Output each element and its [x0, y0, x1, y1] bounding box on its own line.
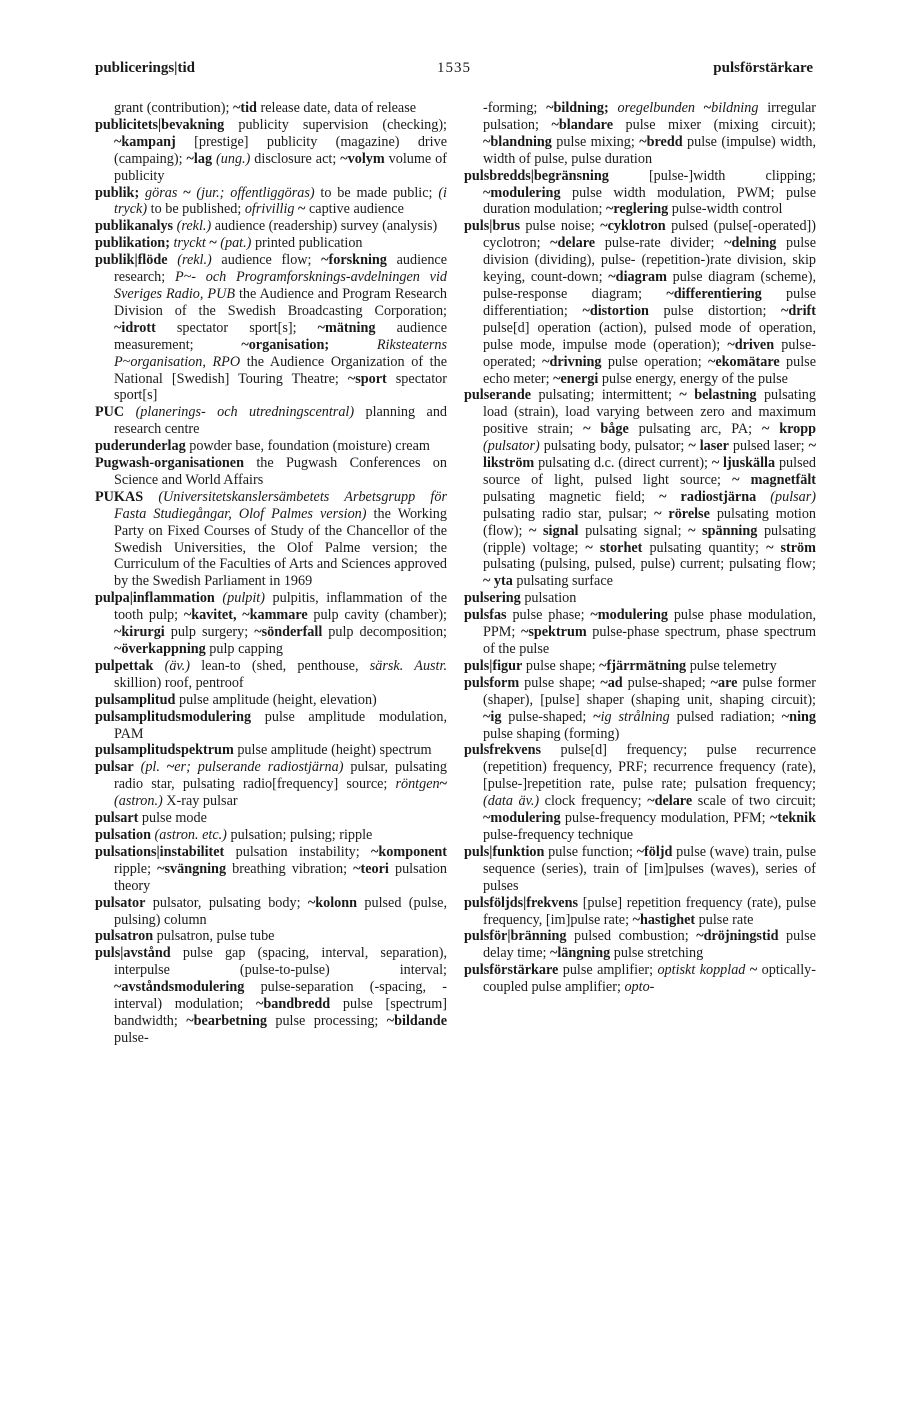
dictionary-entry: PUKAS (Universitetskanslersämbetets Arbetsgrupp för Fasta Studiegångar, Olof Palmes version) the Working Party on Fixed Courses of Study of the Chancellor of the Swedish Universities, the Olof Palme version; the Curriculum of the Faculties of Arts and Sciences approved by the Swedish Parliament in 1969	[95, 488, 447, 590]
page-number: 1535	[437, 60, 471, 76]
dictionary-entry: Pugwash-organisationen the Pugwash Conferences on Science and World Affairs	[95, 455, 447, 488]
dictionary-entry: pulsfas pulse phase; ~modulering pulse phase modulation, PPM; ~spektrum pulse-phase spectrum, phase spectrum of the pulse	[464, 607, 816, 657]
dictionary-entry: pulsation (astron. etc.) pulsation; pulsing; ripple	[95, 826, 373, 843]
dictionary-entry: publik|flöde (rekl.) audience flow; ~forskning audience research; P~- och Programforsknings-avdelningen vid Sveriges Radio, PUB the Audience and Program Research Division of the Swedish Broadcasting Corporation; ~idrott spectator sport[s]; ~mätning audience measurement; ~organisation; Riksteaterns P~organisation, RPO the Audience Organization of the National [Swedish] Touring Theatre; ~sport spectator sport[s]	[95, 252, 448, 404]
dictionary-entry: puderunderlag powder base, foundation (moisture) cream	[95, 438, 430, 455]
dictionary-entry: publikation; tryckt ~ (pat.) printed publication	[95, 235, 363, 252]
dictionary-entry: pulsar (pl. ~er; pulserande radiostjärna) pulsar, pulsating radio star, pulsating radio[frequency] source; röntgen~ (astron.) X-ray pulsar	[95, 759, 447, 810]
left-column	[95, 100, 447, 1047]
dictionary-entry: pulsatron pulsatron, pulse tube	[95, 928, 275, 945]
dictionary-entry: puls|avstånd pulse gap (spacing, interval, separation), interpulse (pulse-to-pulse) interval; ~avståndsmodulering pulse-separation (-spacing, -interval) modulation; ~bandbredd pulse [spectrum] bandwidth; ~bearbetning pulse processing; ~bildande pulse-	[95, 945, 447, 1046]
dictionary-entry: puls|figur pulse shape; ~fjärrmätning pulse telemetry	[464, 657, 777, 674]
dictionary-entry: pulpettak (äv.) lean-to (shed, penthouse, särsk. Austr. skillion) roof, pentroof	[95, 657, 447, 691]
dictionary-entry: pulsför|bränning pulsed combustion; ~dröjningstid pulse delay time; ~längning pulse stretching	[464, 928, 816, 962]
dictionary-entry: -forming; ~bildning; oregelbunden ~bildning irregular pulsation; ~blandare pulse mixer (mixing circuit); ~blandning pulse mixing; ~bredd pulse (impulse) width, width of pulse, pulse duration	[483, 100, 817, 167]
dictionary-entry: pulsbredds|begränsning [pulse-]width clipping; ~modulering pulse width modulation, PWM; pulse duration modulation; ~reglering pulse-width control	[464, 167, 816, 218]
right-column	[464, 100, 816, 996]
header-left-guideword: publicerings|tid	[95, 60, 195, 76]
dictionary-entry: pulpa|inflammation (pulpit) pulpitis, inflammation of the tooth pulp; ~kavitet, ~kammare pulp cavity (chamber); ~kirurgi pulp surgery; ~sönderfall pulp decomposition; ~överkappning pulp capping	[95, 590, 447, 657]
dictionary-entry: puls|funktion pulse function; ~följd pulse (wave) train, pulse sequence (series), train of [im]pulses (waves), series of pulses	[464, 843, 816, 894]
dictionary-entry: pulsator pulsator, pulsating body; ~kolonn pulsed (pulse, pulsing) column	[95, 894, 447, 928]
dictionary-entry: publicitets|bevakning publicity supervision (checking); ~kampanj [prestige] publicity (magazine) drive (campaing); ~lag (ung.) disclosure act; ~volym volume of publicity	[95, 116, 448, 184]
dictionary-entry: pulsföljds|frekvens [pulse] repetition frequency (rate), pulse frequency, [im]pulse rate; ~hastighet pulse rate	[464, 894, 816, 928]
dictionary-entry: PUC (planerings- och utredningscentral) planning and research centre	[95, 404, 448, 438]
dictionary-entry: pulsförstärkare pulse amplifier; optiskt kopplad ~ optically-coupled pulse amplifier; opto-	[464, 962, 816, 996]
header-right-guideword: pulsförstärkare	[713, 60, 813, 76]
dictionary-entry: pulsering pulsation	[464, 590, 577, 607]
dictionary-entry: pulsfrekvens pulse[d] frequency; pulse recurrence (repetition) frequency, PRF; recurrence frequency (rate), [pulse-]repetition rate, pulse rate; pulsation frequency; (data äv.) clock frequency; ~delare scale of two circuit; ~modulering pulse-frequency modulation, PFM; ~teknik pulse-frequency technique	[464, 742, 817, 843]
dictionary-entry: pulsamplitudsmodulering pulse amplitude modulation, PAM	[95, 708, 447, 742]
dictionary-entry: pulsamplitudspektrum pulse amplitude (height) spectrum	[95, 742, 432, 759]
dictionary-entry: pulsamplitud pulse amplitude (height, elevation)	[95, 691, 377, 708]
dictionary-entry: pulsform pulse shape; ~ad pulse-shaped; ~are pulse former (shaper), [pulse] shaper (shaping unit, shaping circuit); ~ig pulse-shaped; ~ig strålning pulsed radiation; ~ning pulse shaping (forming)	[464, 674, 816, 742]
dictionary-entry: pulsations|instabilitet pulsation instability; ~komponent ripple; ~svängning breathing vibration; ~teori pulsation theory	[95, 843, 447, 894]
dictionary-entry: grant (contribution); ~tid release date, data of release	[114, 100, 417, 116]
dictionary-entry: publik; göras ~ (jur.; offentliggöras) to be made public; (i tryck) to be published; ofrivillig ~ captive audience	[95, 184, 447, 218]
dictionary-entry: publikanalys (rekl.) audience (readership) survey (analysis)	[95, 218, 438, 235]
page-header	[95, 60, 813, 84]
dictionary-entry: pulsart pulse mode	[95, 810, 207, 827]
dictionary-entry: pulserande pulsating; intermittent; ~ belastning pulsating load (strain), load varying between zero and maximum positive strain; ~ båge pulsating arc, PA; ~ kropp (pulsator) pulsating body, pulsator; ~ laser pulsed laser; ~ likström pulsating d.c. (direct current); ~ ljuskälla pulsed source of light, pulsed light source; ~ magnetfält pulsating magnetic field; ~ radiostjärna (pulsar) pulsating radio star, pulsar; ~ rörelse pulsating motion (flow); ~ signal pulsating signal; ~ spänning pulsating (ripple) voltage; ~ storhet pulsating quantity; ~ ström pulsating (pulsing, pulsed, pulse) current; pulsating flow; ~ yta pulsating surface	[464, 387, 817, 590]
dictionary-entry: puls|brus pulse noise; ~cyklotron pulsed (pulse[-operated]) cyclotron; ~delare pulse-rate divider; ~delning pulse division (dividing), pulse- (repetition-)rate division, skip keying, count-down; ~diagram pulse diagram (scheme), pulse-response diagram; ~differentiering pulse differentiation; ~distortion pulse distortion; ~drift pulse[d] operation (action), pulsed mode of operation, pulse mode, impulse mode (operation); ~driven pulse-operated; ~drivning pulse operation; ~ekomätare pulse echo meter; ~energi pulse energy, energy of the pulse	[464, 218, 817, 387]
